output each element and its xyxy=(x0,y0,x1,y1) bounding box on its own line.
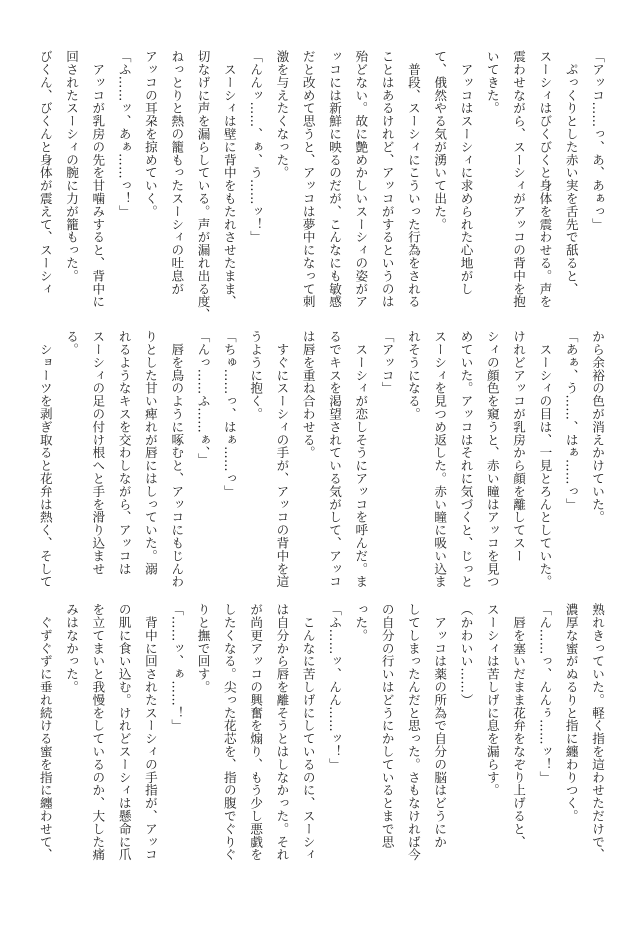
text-column: だと改めて思うと、アッコは夢中になって刺 xyxy=(300,50,316,308)
text-column: 唇を鳥のように啄むと、アッコにもじんわ xyxy=(169,330,185,588)
text-column: スーシィはびくびくと身体を震わせる。声を xyxy=(537,50,553,308)
text-column: を立てまいと我慢をしているのか、大した痛 xyxy=(90,603,106,861)
text-column: （かわいい……） xyxy=(458,603,474,707)
text-block-top xyxy=(31,50,610,321)
text-column: シィの顔色を窺うと、赤い瞳はアッコを見つ xyxy=(484,330,500,588)
text-column: アッコの耳朶を掠めていく。 xyxy=(142,50,158,218)
text-column: ねっとりと熱の籠もったスーシィの吐息が xyxy=(169,50,185,296)
text-column: みはなかった。 xyxy=(64,603,80,694)
text-column: の肌に食い込む。けれどスーシィは懸命に爪 xyxy=(116,603,132,861)
text-column: いてきた。 xyxy=(484,50,500,115)
text-column: アッコはスーシィに求められた心地がし xyxy=(458,50,474,296)
text-column: ショーツを剥ぎ取ると花弁は熱く、そして xyxy=(37,330,53,588)
text-column: 回されたスーシィの腕に力が籠もった。 xyxy=(64,50,80,283)
text-column: 「んっ……ふ……ぁ、」 xyxy=(195,330,211,466)
text-column: が尚更アッコの興奮を煽り、もう少し悪戯を xyxy=(248,603,264,861)
text-block-bottom xyxy=(31,603,610,899)
text-column: った。 xyxy=(353,603,369,642)
text-column: の自分の行いはどうにかしているとまで思 xyxy=(379,603,395,849)
text-column: ぐずぐずに垂れ続ける蜜を指に纏わせて、 xyxy=(37,603,53,861)
text-column: りと撫で回す。 xyxy=(195,603,211,694)
text-column: 激を与えたくなった。 xyxy=(274,50,290,179)
text-column: 普段、スーシィにこういった行為をされる xyxy=(405,50,421,308)
text-column: 唇を塞いだまま花弁をなぞり上げると、 xyxy=(511,603,527,849)
text-column: は自分から唇を離そうとはしなかった。それ xyxy=(274,603,290,861)
text-column: 「ふ……ッ、んん……ッ！」 xyxy=(327,603,343,771)
text-column: るでキスを渇望されている気がして、アッコ xyxy=(327,330,343,588)
text-column: れるようなキスを交わしながら、アッコは xyxy=(116,330,132,576)
text-column: びくん、びくんと身体が震えて、スーシィ xyxy=(37,50,53,296)
text-column: したくなる。尖った花芯を、指の腹でぐりぐ xyxy=(221,603,237,861)
text-column: 濃厚な蜜がぬるりと指に纏わりつく。 xyxy=(563,603,579,823)
text-column: 震わせながら、スーシィがアッコの背中を抱 xyxy=(511,50,527,308)
text-column: 「ふ……ッ、あぁ……っ！」 xyxy=(116,50,132,218)
text-column: 背中に回されたスーシィの手指が、アッコ xyxy=(142,603,158,861)
text-column: めていた。アッコはそれに気づくと、じっと xyxy=(458,330,474,588)
text-block-middle xyxy=(31,330,610,588)
text-column: ぷっくりとした赤い実を舌先で舐ると、 xyxy=(563,50,579,296)
text-column: 「んんッ……、ぁ、う……ッ！」 xyxy=(248,50,264,244)
text-column: ことはあるけれど、アッコがするというのは xyxy=(379,50,395,308)
text-column: 「……ッ、ぁ……！」 xyxy=(169,603,185,732)
text-column: れそうになる。 xyxy=(405,330,421,421)
text-column: 「ん……っ、んんぅ……ッ！」 xyxy=(537,603,553,784)
text-column: 「アッコ……っ、あ、あぁっ」 xyxy=(590,50,605,231)
text-column: アッコが乳房の先を甘噛みすると、背中に xyxy=(90,50,106,308)
text-column: 殆どない。故に艶めかしいスーシィの姿がア xyxy=(353,50,369,308)
text-column: 「あぁ、う……、はぁ……っ」 xyxy=(563,330,579,511)
text-column: アッコは薬の所為で自分の脳はどうにか xyxy=(432,603,448,849)
text-column: してしまったんだと思った。さもなければ今 xyxy=(405,603,421,861)
text-column: こんなに苦しげにしているのに、スーシィ xyxy=(300,603,316,861)
text-column: は唇を重ね合わせる。 xyxy=(300,330,316,459)
text-column: スーシィを見つめ返した。赤い瞳に吸い込ま xyxy=(432,330,448,588)
text-column: から余裕の色が消えかけていた。 xyxy=(590,330,605,524)
text-column: 「アッコ」 xyxy=(379,330,395,395)
text-column: スーシィは壁に背中をもたれさせたまま、 xyxy=(221,50,237,308)
text-column: スーシィの目は、一見とろんとしていた。 xyxy=(537,330,553,588)
text-column: スーシィの足の付け根へと手を滑り込ませ xyxy=(90,330,106,576)
text-column: りとした甘い痺れが唇にはしっていた。溺 xyxy=(142,330,158,576)
text-column: すぐにスーシィの手が、アッコの背中を這 xyxy=(274,330,290,588)
text-column: 切なげに声を漏らしている。声が漏れ出る度、 xyxy=(195,50,211,321)
text-column: けれどアッコが乳房から顔を離してスー xyxy=(511,330,527,563)
text-column: スーシィは苦しげに息を漏らす。 xyxy=(484,603,500,797)
text-column: て、俄然やる気が湧いて出た。 xyxy=(432,50,448,231)
text-column: スーシィが恋しそうにアッコを呼んだ。ま xyxy=(353,330,369,588)
text-column: 「ちゅ……っ、はぁ……っ」 xyxy=(221,330,237,498)
text-column: 熟れきっていた。軽く指を這わせただけで、 xyxy=(590,603,605,861)
text-column: る。 xyxy=(64,330,80,356)
text-column: うように抱く。 xyxy=(248,330,264,421)
text-column: ッコには新鮮に映るのだが、こんなにも敏感 xyxy=(327,50,343,308)
